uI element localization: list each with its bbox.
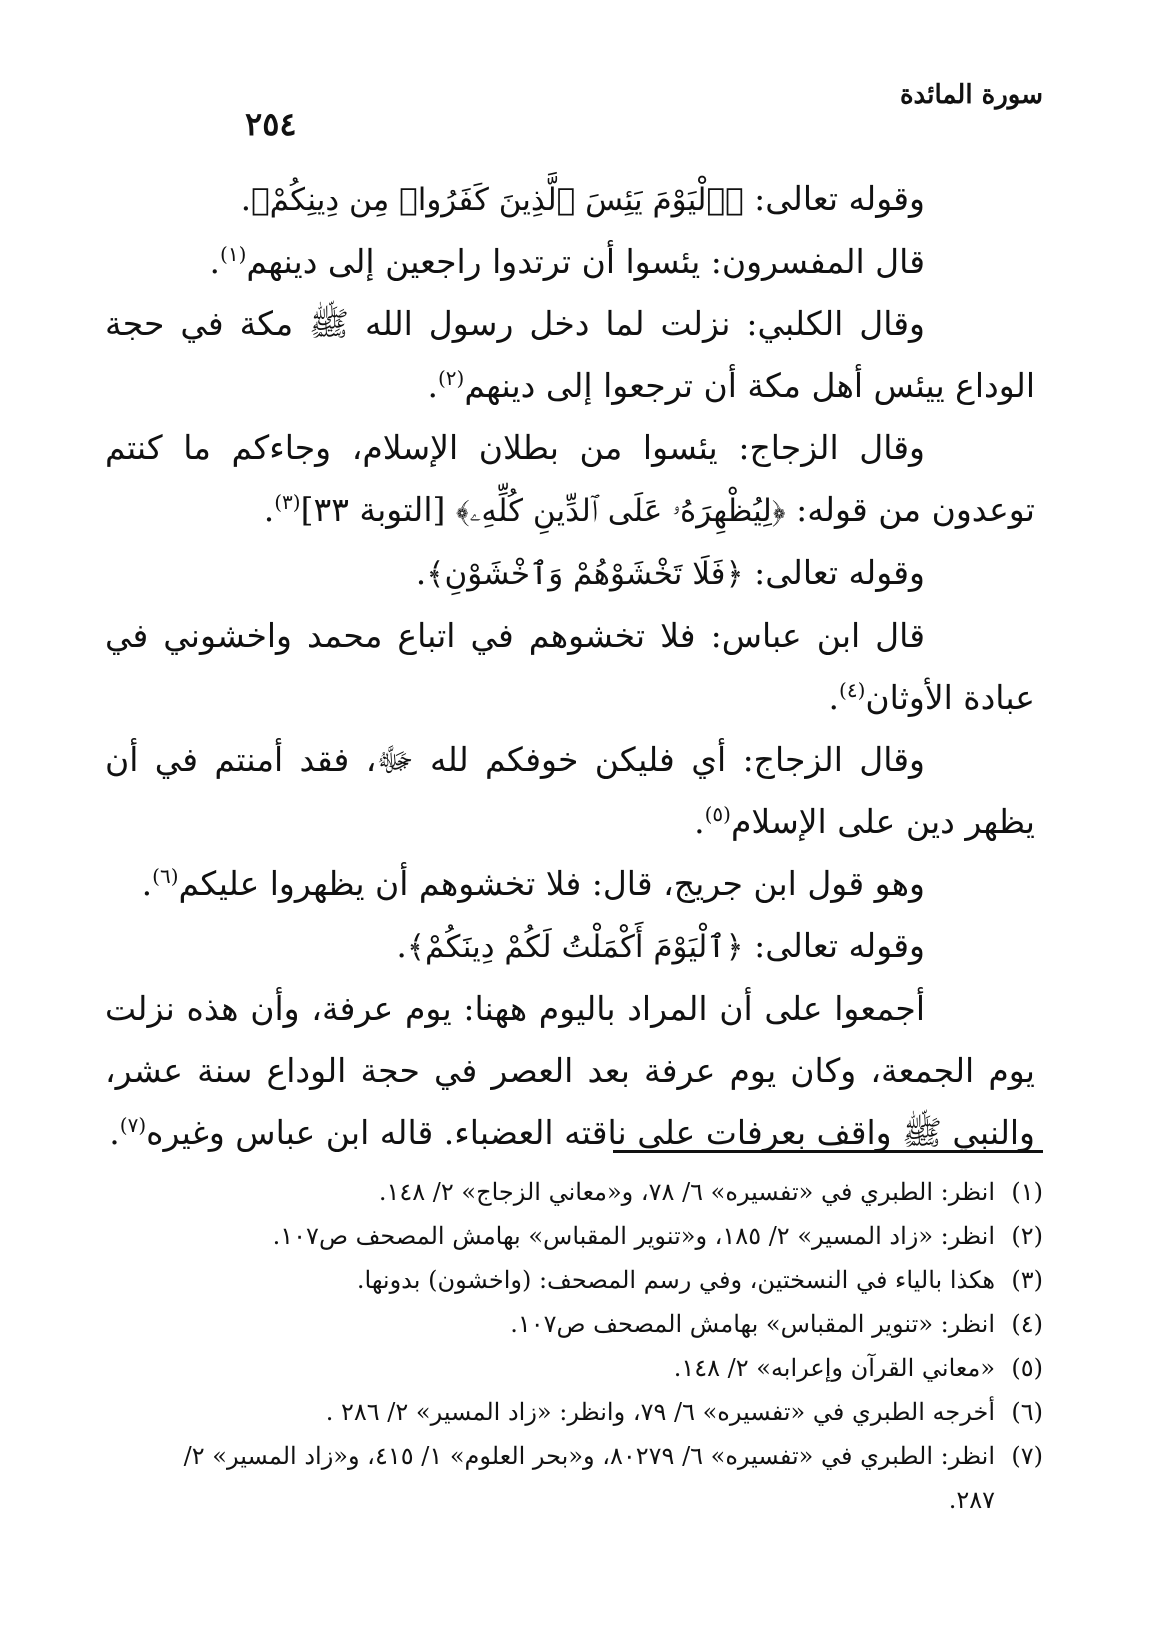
footnote-text: انظر: «تنوير المقباس» بهامش المصحف ص١٠٧. xyxy=(510,1310,995,1338)
footnote-text: انظر: «زاد المسير» ٢/ ١٨٥، و«تنوير المقباس» بهامش المصحف ص١٠٧. xyxy=(272,1222,995,1250)
footnote-text: أخرجه الطبري في «تفسيره» ٦/ ٧٩، وانظر: «زاد المسير» ٢/ ٢٨٦ . xyxy=(325,1398,995,1426)
footnote-reference: (٣) xyxy=(274,490,301,514)
verse-citation: [التوبة ٣٣] xyxy=(300,490,456,529)
paragraph-end: . xyxy=(209,242,220,281)
quran-verse: ﴿لِيُظْهِرَهُۥ عَلَى ٱلدِّينِ كُلِّهِۦ﴾ xyxy=(455,493,786,529)
paragraph xyxy=(105,168,1035,231)
paragraph-text: قال ابن عباس: فلا تخشوهم في اتباع محمد واخشوني في عبادة الأوثان xyxy=(105,616,1035,717)
paragraph-lead: وقوله تعالى: xyxy=(743,926,925,965)
paragraph-lead: وقوله تعالى: xyxy=(743,553,925,592)
paragraph xyxy=(105,231,1035,293)
footnote-number: (٣) xyxy=(1011,1266,1043,1294)
paragraph-end: . xyxy=(109,1113,120,1152)
footnote-reference: (١) xyxy=(220,242,247,266)
footnote-reference: (٦) xyxy=(152,864,179,888)
footnote-text: هكذا بالياء في النسختين، وفي رسم المصحف: (واخشون) بدونها. xyxy=(356,1266,995,1294)
footnotes xyxy=(138,1170,1043,1522)
footnote-reference: (٤) xyxy=(839,678,866,702)
paragraph xyxy=(105,417,1035,542)
paragraph-text: أجمعوا على أن المراد باليوم ههنا: يوم عرفة، وأن هذه نزلت يوم الجمعة، وكان يوم عرفة بعد العصر في حجة الوداع سنة عشر، والنبي ﷺ واقف بعرفات على ناقته العضباء. قاله ابن عباس وغيره xyxy=(105,989,1035,1152)
footnote-text: «معاني القرآن وإعرابه» ٢/ ١٤٨. xyxy=(673,1354,995,1382)
paragraph xyxy=(105,542,1035,605)
paragraph-text: وهو قول ابن جريج، قال: فلا تخشوهم أن يظهروا عليكم xyxy=(178,864,925,903)
paragraph xyxy=(105,729,1035,853)
footnote-number: (٧) xyxy=(1011,1442,1043,1470)
footnote-reference: (٧) xyxy=(119,1113,147,1137)
footnote-text: انظر: الطبري في «تفسيره» ٦/ ٧٨، و«معاني الزجاج» ٢/ ١٤٨. xyxy=(378,1178,995,1206)
footnote xyxy=(138,1346,1043,1390)
page-number: ٢٥٤ xyxy=(245,105,297,143)
footnote-reference: (٥) xyxy=(704,802,731,826)
paragraph-end: . xyxy=(141,864,153,903)
paragraph-text: وقال الكلبي: نزلت لما دخل رسول الله ﷺ مكة في حجة الوداع ييئس أهل مكة أن ترجعوا إلى دينهم xyxy=(105,304,1035,405)
paragraph-lead: وقوله تعالى: xyxy=(743,179,925,218)
paragraph xyxy=(105,293,1035,417)
paragraph-end: . xyxy=(396,926,407,965)
footnote-reference: (٢) xyxy=(437,366,465,390)
quran-verse: ﴿ٱلْيَوْمَ يَئِسَ ٱلَّذِينَ كَفَرُوا۟ مِن دِينِكُمْ﴾ xyxy=(251,182,744,218)
paragraph-end: . xyxy=(694,802,705,841)
paragraph-end: . xyxy=(828,678,840,717)
footnote-number: (٦) xyxy=(1011,1398,1043,1426)
paragraph xyxy=(105,978,1035,1164)
paragraph xyxy=(105,853,1035,915)
main-text xyxy=(105,168,1035,1164)
footnote xyxy=(138,1390,1043,1434)
footnote-separator xyxy=(613,1150,1043,1153)
footnote-text: انظر: الطبري في «تفسيره» ٦/ ٨٠٢٧٩، و«بحر العلوم» ١/ ٤١٥، و«زاد المسير» ٢/ ٢٨٧. xyxy=(183,1442,995,1514)
footnote xyxy=(138,1170,1043,1214)
running-head: سورة المائدة xyxy=(899,80,1043,110)
paragraph-text: وقال الزجاج: أي فليكن خوفكم لله ﷻ، فقد أمنتم في أن يظهر دين على الإسلام xyxy=(105,740,1035,841)
footnote xyxy=(138,1214,1043,1258)
footnote-number: (٥) xyxy=(1011,1354,1043,1382)
quran-verse: ﴿ٱلْيَوْمَ أَكْمَلْتُ لَكُمْ دِينَكُمْ﴾ xyxy=(406,929,744,965)
paragraph-end: . xyxy=(415,553,427,592)
paragraph-end: . xyxy=(263,490,275,529)
footnote-number: (٤) xyxy=(1011,1310,1043,1338)
footnote xyxy=(138,1258,1043,1302)
footnote xyxy=(138,1434,1043,1522)
footnote xyxy=(138,1302,1043,1346)
paragraph xyxy=(105,605,1035,729)
footnote-number: (٢) xyxy=(1011,1222,1043,1250)
paragraph-text: قال المفسرون: يئسوا أن ترتدوا راجعين إلى دينهم xyxy=(246,242,925,281)
paragraph xyxy=(105,915,1035,978)
quran-verse: ﴿فَلَا تَخْشَوْهُمْ وَٱخْشَوْنِ﴾ xyxy=(426,556,744,592)
paragraph-end: . xyxy=(427,366,438,405)
paragraph-end: . xyxy=(240,179,252,218)
footnote-number: (١) xyxy=(1011,1178,1043,1206)
paragraph-lead: وقال الزجاج: يئسوا من بطلان الإسلام، وجاءكم ما كنتم توعدون من قوله: xyxy=(105,428,1035,529)
